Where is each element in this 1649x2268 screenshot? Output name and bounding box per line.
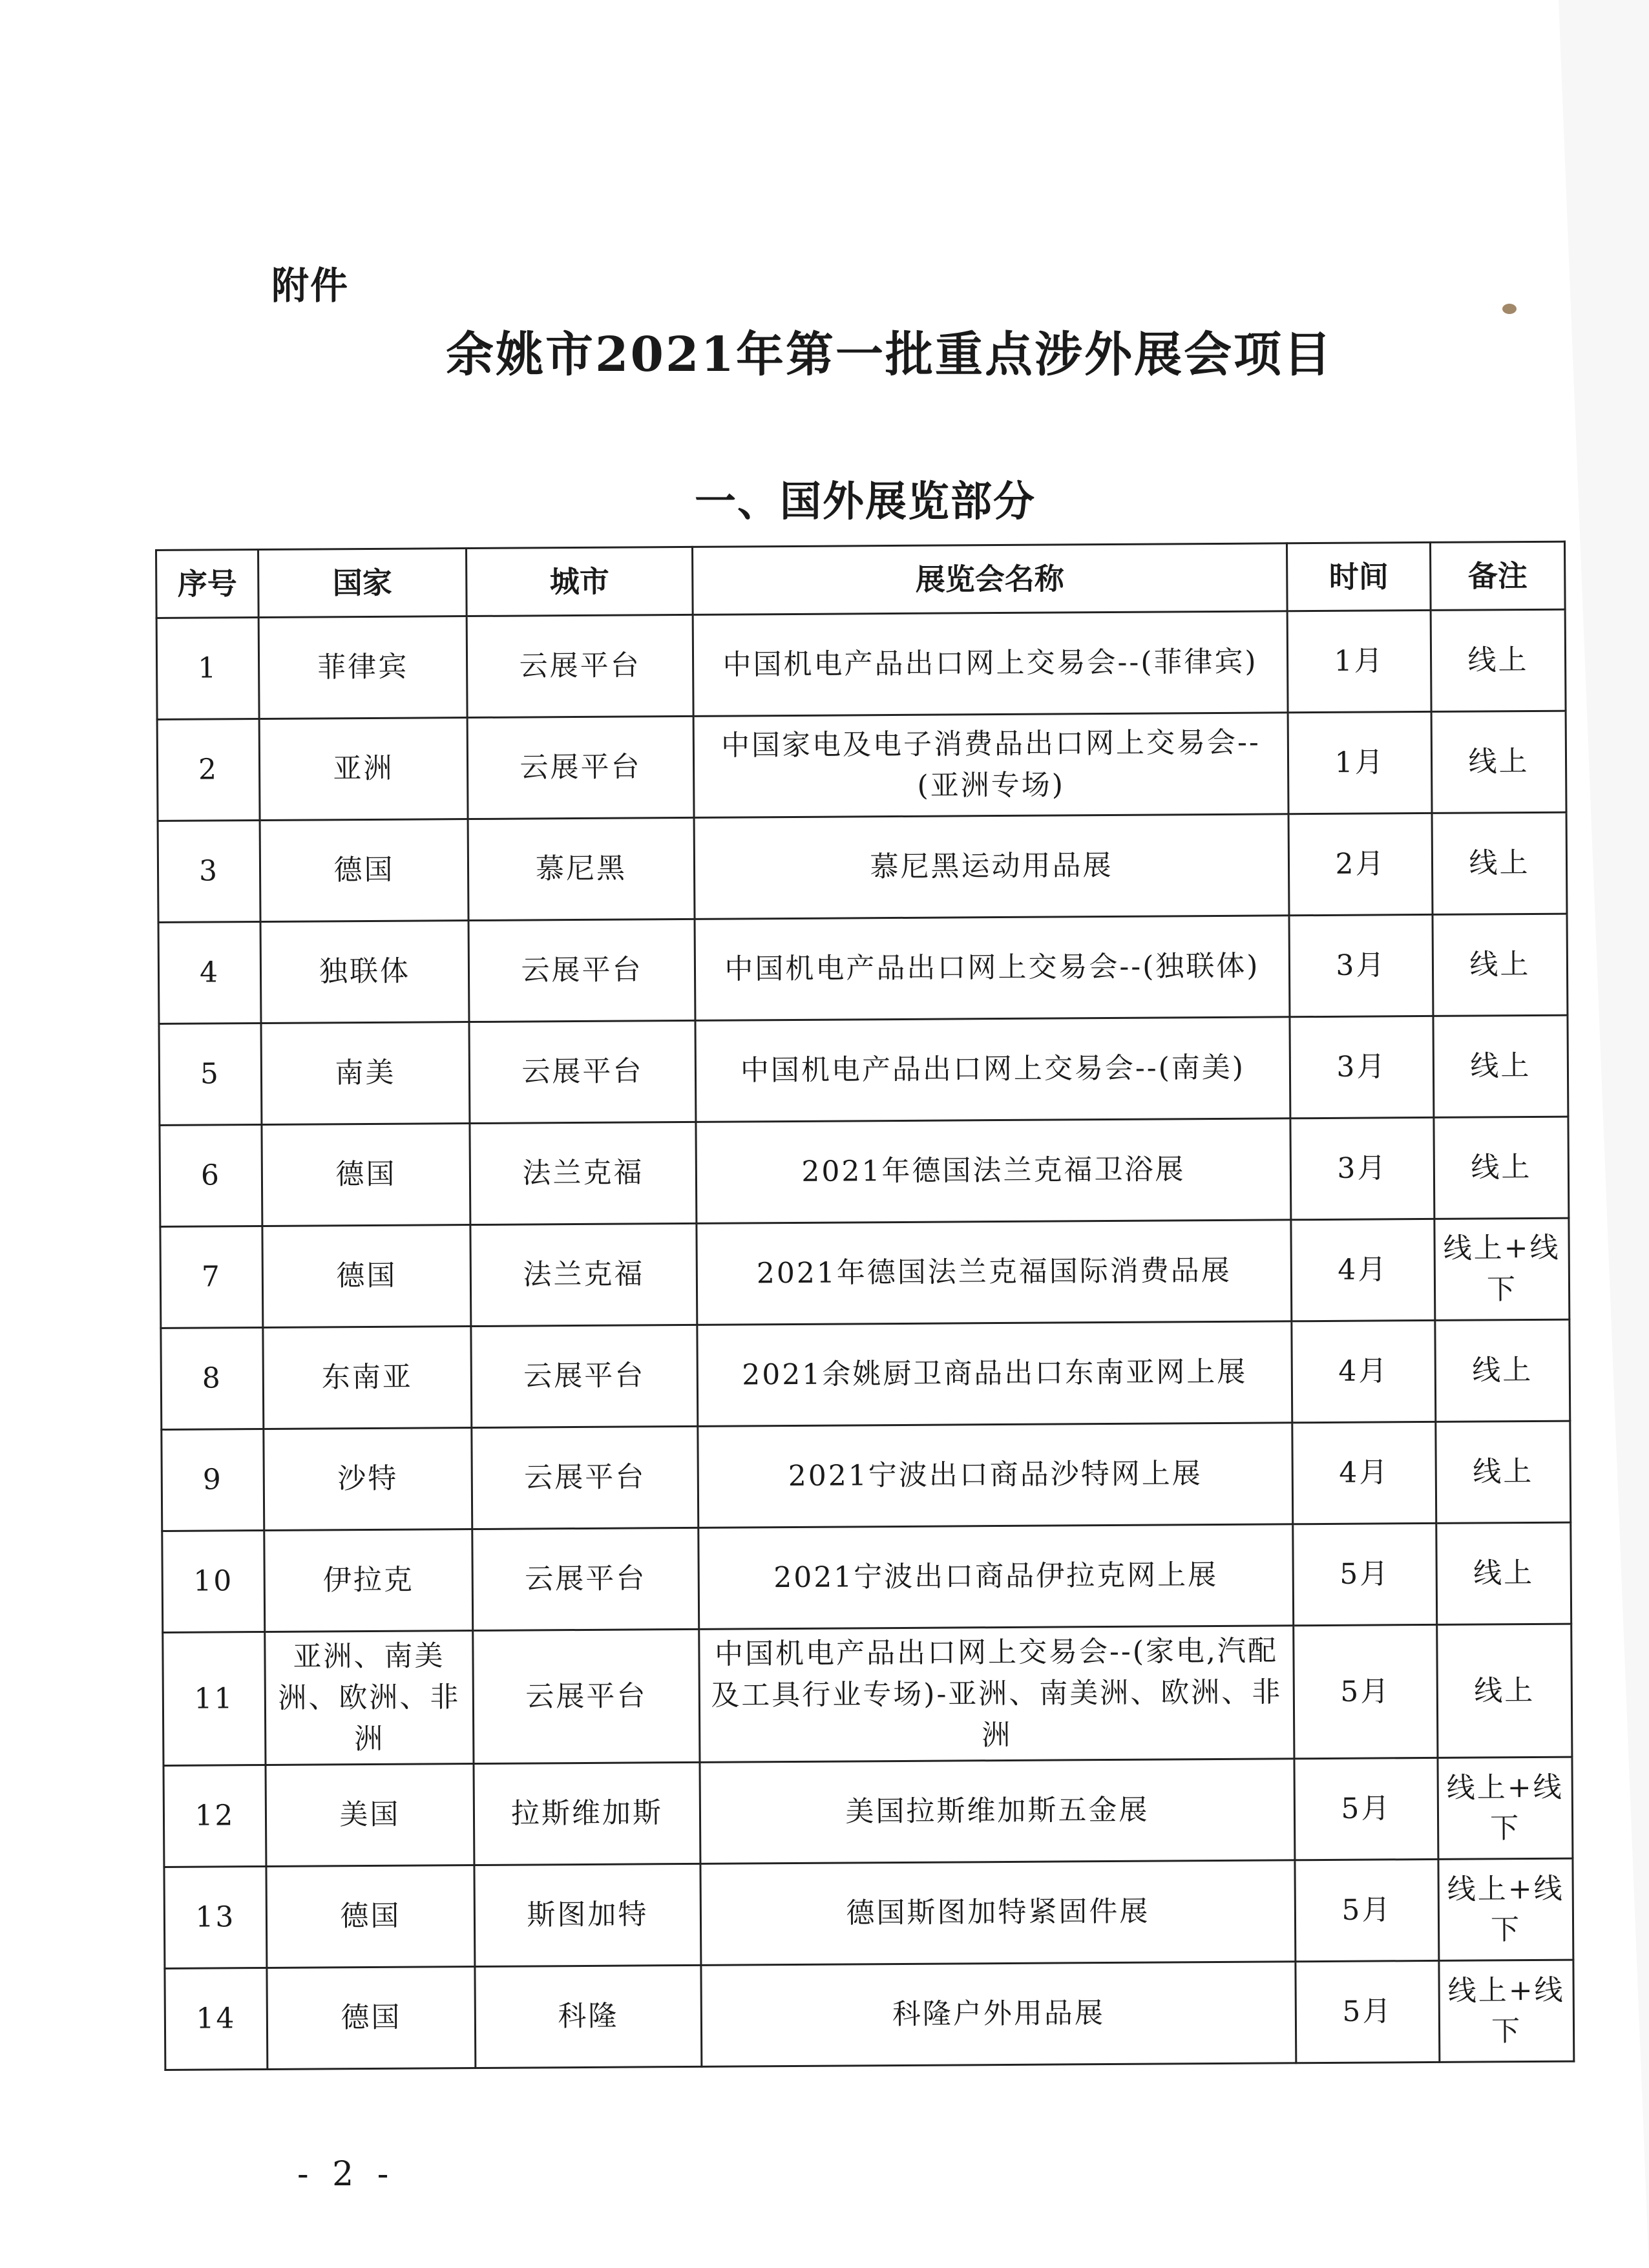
cell-exhibition-name: 中国机电产品出口网上交易会--(菲律宾): [693, 611, 1288, 717]
cell-time: 5月: [1295, 1860, 1439, 1962]
cell-city: 慕尼黑: [468, 817, 695, 920]
table-row: [157, 711, 1566, 821]
cell-exhibition-name: 慕尼黑运动用品展: [694, 814, 1289, 919]
table-row: [160, 1117, 1569, 1226]
cell-city: 云展平台: [467, 716, 694, 819]
cell-exhibition-name: 2021宁波出口商品伊拉克网上展: [698, 1524, 1294, 1630]
cell-country: 沙特: [264, 1428, 472, 1531]
cell-seq: 4: [158, 922, 261, 1024]
cell-seq: 14: [165, 1968, 268, 2070]
cell-exhibition-name: 2021余姚厨卫商品出口东南亚网上展: [697, 1321, 1292, 1427]
cell-city: 云展平台: [469, 1020, 696, 1123]
table-row: [160, 1218, 1570, 1328]
cell-seq: 13: [164, 1867, 267, 1969]
cell-city: 云展平台: [472, 1426, 698, 1529]
table-row: [158, 812, 1567, 922]
cell-country: 德国: [262, 1124, 470, 1226]
cell-remark: 线上: [1432, 812, 1567, 914]
cell-city: 云展平台: [472, 1528, 699, 1630]
header-country: 国家: [258, 549, 467, 618]
cell-city: 云展平台: [473, 1629, 700, 1764]
cell-seq: 3: [158, 821, 260, 923]
cell-time: 3月: [1290, 1117, 1434, 1219]
cell-exhibition-name: 中国机电产品出口网上交易会--(独联体): [695, 916, 1290, 1021]
cell-exhibition-name: 2021年德国法兰克福卫浴展: [696, 1118, 1291, 1224]
cell-city: 云展平台: [471, 1325, 698, 1427]
cell-city: 云展平台: [468, 919, 695, 1022]
table-header-row: [156, 541, 1566, 618]
cell-city: 科隆: [475, 1966, 702, 2068]
cell-country: 美国: [266, 1764, 474, 1867]
table-row: [163, 1758, 1573, 1867]
cell-remark: 线上: [1434, 1117, 1569, 1219]
cell-country: 德国: [266, 1865, 475, 1968]
cell-time: 3月: [1289, 914, 1433, 1016]
table-row: [165, 1960, 1574, 2070]
cell-time: 3月: [1290, 1016, 1434, 1118]
cell-time: 1月: [1287, 610, 1431, 712]
cell-remark: 线上+线下: [1434, 1218, 1570, 1320]
cell-remark: 线上: [1431, 711, 1566, 813]
cell-country: 德国: [267, 1967, 476, 2070]
header-seq: 序号: [156, 550, 259, 618]
cell-city: 斯图加特: [474, 1864, 701, 1967]
cell-time: 4月: [1292, 1320, 1436, 1422]
section-title: 一、国外展览部分: [695, 478, 1036, 526]
cell-country: 东南亚: [263, 1327, 472, 1429]
cell-remark: 线上+线下: [1438, 1859, 1573, 1961]
cell-seq: 5: [159, 1024, 262, 1126]
header-remark: 备注: [1430, 541, 1565, 610]
cell-time: 1月: [1288, 711, 1432, 814]
cell-remark: 线上: [1431, 609, 1566, 711]
cell-city: 拉斯维加斯: [474, 1763, 700, 1865]
cell-remark: 线上+线下: [1439, 1960, 1574, 2063]
cell-country: 菲律宾: [258, 616, 467, 719]
header-time: 时间: [1287, 542, 1431, 611]
cell-seq: 8: [161, 1328, 264, 1430]
cell-country: 德国: [260, 819, 468, 922]
cell-city: 法兰克福: [470, 1122, 697, 1224]
exhibition-table: [155, 541, 1575, 2072]
cell-time: 4月: [1292, 1422, 1436, 1524]
cell-exhibition-name: 美国拉斯维加斯五金展: [700, 1759, 1295, 1864]
cell-exhibition-name: 2021年德国法兰克福国际消费品展: [697, 1220, 1292, 1325]
cell-remark: 线上: [1436, 1522, 1571, 1624]
cell-remark: 线上: [1433, 914, 1568, 1016]
cell-city: 云展平台: [467, 614, 693, 717]
cell-time: 5月: [1293, 1523, 1437, 1625]
cell-country: 亚洲: [259, 718, 468, 821]
table-row: [156, 609, 1566, 719]
cell-country: 南美: [261, 1022, 470, 1125]
cell-exhibition-name: 中国家电及电子消费品出口网上交易会--(亚洲专场): [693, 713, 1288, 818]
table-row: [162, 1522, 1571, 1632]
table-row: [159, 1015, 1568, 1125]
cell-exhibition-name: 中国机电产品出口网上交易会--(南美): [695, 1017, 1290, 1122]
cell-time: 5月: [1296, 1961, 1440, 2063]
table-row: [162, 1421, 1571, 1531]
table-row: [158, 914, 1568, 1024]
cell-seq: 2: [157, 719, 260, 821]
cell-exhibition-name: 中国机电产品出口网上交易会--(家电,汽配及工具行业专场)-亚洲、南美洲、欧洲、非洲: [699, 1626, 1294, 1763]
cell-time: 2月: [1288, 813, 1433, 915]
cell-seq: 9: [162, 1429, 264, 1531]
cell-time: 5月: [1294, 1758, 1438, 1860]
attachment-label: 附件: [271, 264, 350, 308]
scan-stain-mark: [1502, 304, 1517, 314]
cell-exhibition-name: 德国斯图加特紧固件展: [700, 1860, 1296, 1966]
cell-exhibition-name: 科隆户外用品展: [701, 1962, 1296, 2067]
cell-remark: 线上: [1436, 1421, 1571, 1523]
cell-remark: 线上+线下: [1438, 1758, 1573, 1860]
header-exhibition-name: 展览会名称: [692, 543, 1287, 615]
header-city: 城市: [467, 547, 693, 616]
cell-seq: 12: [163, 1765, 266, 1867]
cell-country: 独联体: [260, 921, 469, 1024]
table-row: [163, 1624, 1572, 1766]
cell-remark: 线上: [1433, 1015, 1568, 1117]
cell-exhibition-name: 2021宁波出口商品沙特网上展: [698, 1423, 1293, 1528]
document-title: 余姚市2021年第一批重点涉外展会项目: [446, 327, 1333, 383]
page-number: - 2 -: [297, 2155, 395, 2194]
cell-country: 德国: [262, 1225, 471, 1328]
cell-remark: 线上: [1435, 1319, 1570, 1422]
cell-country: 亚洲、南美洲、欧洲、非洲: [265, 1631, 474, 1765]
table-row: [161, 1319, 1570, 1429]
cell-time: 5月: [1294, 1624, 1438, 1759]
cell-country: 伊拉克: [264, 1529, 473, 1632]
cell-city: 法兰克福: [470, 1223, 697, 1326]
cell-seq: 7: [160, 1226, 263, 1328]
cell-seq: 1: [156, 618, 259, 720]
table-row: [164, 1859, 1573, 1969]
cell-seq: 6: [160, 1125, 262, 1227]
cell-remark: 线上: [1437, 1624, 1572, 1758]
cell-seq: 11: [163, 1632, 266, 1765]
cell-seq: 10: [162, 1530, 265, 1632]
cell-time: 4月: [1291, 1219, 1435, 1321]
